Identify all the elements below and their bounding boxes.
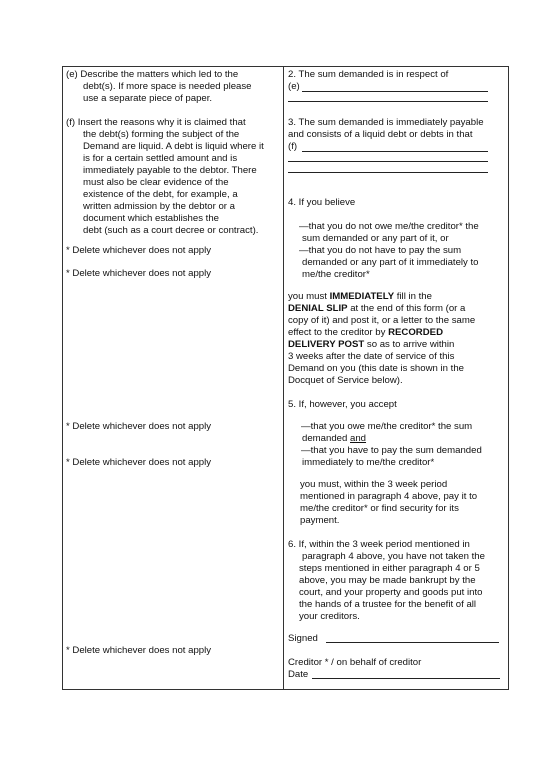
para-2-e-label: (e) bbox=[288, 81, 300, 92]
note-f-line7: existence of the debt, for example, a bbox=[83, 189, 238, 200]
must-line8: Docquet of Service below). bbox=[288, 375, 403, 386]
delete-note: * Delete whichever does not apply bbox=[66, 645, 212, 656]
note-f-line8: written admission by the debtor or a bbox=[83, 201, 235, 212]
must-line7: Demand on you (this date is shown in the bbox=[288, 363, 464, 374]
must-line1: you must IMMEDIATELY fill in the bbox=[288, 291, 432, 302]
delete-note: * Delete whichever does not apply bbox=[66, 268, 212, 279]
para-2-fill-line[interactable] bbox=[288, 101, 488, 102]
signature-line[interactable] bbox=[326, 642, 499, 643]
para-2: 2. The sum demanded is in respect of bbox=[288, 69, 449, 80]
para-6-line1: 6. If, within the 3 week period mentioned in bbox=[288, 539, 470, 550]
para-6-line2: paragraph 4 above, you have not taken the bbox=[302, 551, 485, 562]
must-line4: effect to the creditor by RECORDED bbox=[288, 327, 443, 338]
para-3-line1: 3. The sum demanded is immediately payable bbox=[288, 117, 484, 128]
para-5-must-line2: mentioned in paragraph 4 above, pay it to bbox=[300, 491, 478, 502]
note-f-line2: the debt(s) forming the subject of the bbox=[83, 129, 240, 140]
date-line[interactable] bbox=[312, 678, 500, 679]
note-f-line3: Demand are liquid. A debt is liquid where it bbox=[83, 141, 264, 152]
creditor-label: Creditor * / on behalf of creditor bbox=[288, 657, 422, 668]
date-label: Date bbox=[288, 669, 309, 680]
note-e-line3: use a separate piece of paper. bbox=[83, 93, 213, 104]
signed-label: Signed bbox=[288, 633, 318, 644]
delete-note: * Delete whichever does not apply bbox=[66, 421, 212, 432]
para-2-fill-line[interactable] bbox=[302, 91, 488, 92]
note-f-line5: immediately payable to the debtor. There bbox=[83, 165, 257, 176]
para-3-line2: and consists of a liquid debt or debts in that bbox=[288, 129, 473, 140]
para-6-line6: the hands of a trustee for the benefit of all bbox=[299, 599, 477, 610]
note-f-line6: must also be clear evidence of the bbox=[83, 177, 229, 188]
para-5b-line1: —that you have to pay the sum demanded bbox=[301, 445, 482, 456]
para-4b-line2: demanded or any part of it immediately to bbox=[302, 257, 479, 268]
must-line5: DELIVERY POST so as to arrive within bbox=[288, 339, 455, 350]
para-4a-line2: sum demanded or any part of it, or bbox=[302, 233, 449, 244]
delete-note: * Delete whichever does not apply bbox=[66, 245, 212, 256]
para-4b-line1: —that you do not have to pay the sum bbox=[299, 245, 462, 256]
must-line2: DENIAL SLIP at the end of this form (or a bbox=[288, 303, 466, 314]
para-6-line3: steps mentioned in either paragraph 4 or 5 bbox=[299, 563, 480, 574]
para-5-must-line4: payment. bbox=[300, 515, 340, 526]
para-5a-line1: —that you owe me/the creditor* the sum bbox=[301, 421, 473, 432]
para-3-fill-line[interactable] bbox=[302, 151, 488, 152]
para-6-line5: court, and your property and goods put into bbox=[299, 587, 483, 598]
para-3-fill-line[interactable] bbox=[288, 172, 488, 173]
para-6-line7: your creditors. bbox=[299, 611, 360, 622]
para-4b-line3: me/the creditor* bbox=[302, 269, 370, 280]
para-5: 5. If, however, you accept bbox=[288, 399, 397, 410]
delete-note: * Delete whichever does not apply bbox=[66, 457, 212, 468]
para-5b-line2: immediately to me/the creditor* bbox=[302, 457, 435, 468]
para-3-fill-line[interactable] bbox=[288, 161, 488, 162]
para-6-line4: above, you may be made bankrupt by the bbox=[299, 575, 476, 586]
para-5-must-line1: you must, within the 3 week period bbox=[300, 479, 448, 490]
para-5a-line2: demanded and bbox=[302, 433, 367, 444]
must-line3: copy of it) and post it, or a letter to the same bbox=[288, 315, 476, 326]
note-f-line4: is for a certain settled amount and is bbox=[83, 153, 238, 164]
para-3-f-label: (f) bbox=[288, 141, 298, 152]
para-4: 4. If you believe bbox=[288, 197, 356, 208]
note-f-line10: debt (such as a court decree or contract). bbox=[83, 225, 259, 236]
note-f-line1: (f) Insert the reasons why it is claimed that bbox=[66, 117, 246, 128]
para-4a-line1: —that you do not owe me/the creditor* the bbox=[299, 221, 479, 232]
note-e-line2: debt(s). If more space is needed please bbox=[83, 81, 252, 92]
para-5-must-line3: me/the creditor* or find security for its bbox=[300, 503, 459, 514]
note-e-line1: (e) Describe the matters which led to the bbox=[66, 69, 239, 80]
must-line6: 3 weeks after the date of service of this bbox=[288, 351, 455, 362]
note-f-line9: document which establishes the bbox=[83, 213, 219, 224]
column-divider bbox=[283, 66, 284, 690]
